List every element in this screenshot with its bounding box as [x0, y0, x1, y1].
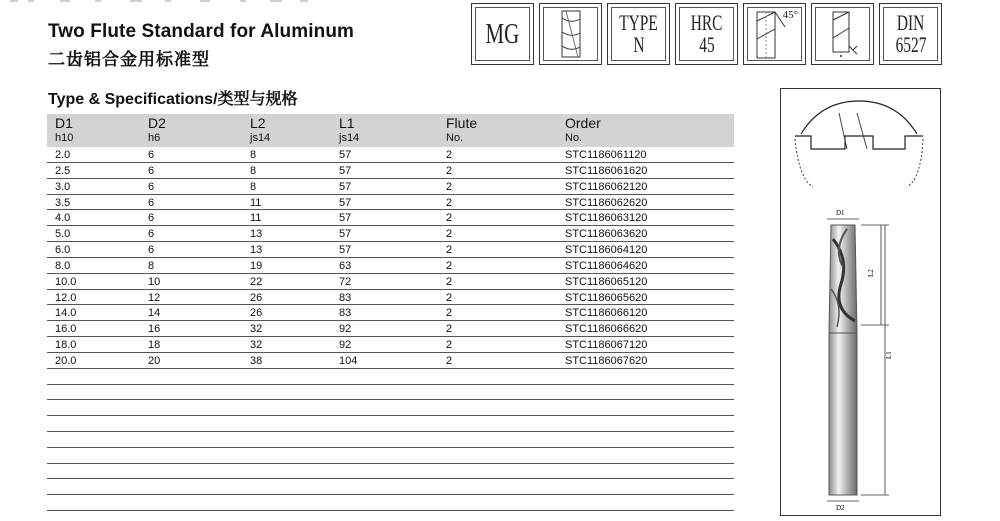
cell-order: STC1186061120 — [565, 149, 647, 161]
cell-d1: 2.0 — [55, 149, 71, 161]
cell-order: STC1186063120 — [565, 212, 648, 225]
table-row — [47, 163, 734, 179]
cell-l1: 63 — [339, 259, 352, 272]
cell-d2: 12 — [148, 291, 161, 304]
cell-l2: 26 — [250, 291, 263, 304]
cell-d1: 3.0 — [55, 180, 71, 193]
cell-l2: 13 — [250, 244, 263, 257]
d2-label: D2 — [836, 504, 845, 512]
cell-order: STC1186064120 — [565, 244, 648, 257]
cell-d2: 6 — [148, 180, 155, 193]
cell-flute: 2 — [446, 259, 453, 272]
cell-l2: 19 — [250, 259, 263, 272]
cell-d2: 14 — [148, 307, 161, 320]
cell-l1: 83 — [339, 307, 352, 320]
header-l2-tolerance: js14 — [250, 132, 271, 144]
l2-label: L2 — [867, 269, 875, 277]
cell-l2: 38 — [250, 354, 263, 367]
l1-label: L1 — [885, 351, 893, 359]
cell-l2: 11 — [250, 212, 262, 225]
empty-table-row — [47, 416, 734, 432]
cell-l2: 11 — [250, 196, 262, 209]
empty-table-row — [47, 448, 734, 464]
center-cutting-icon — [811, 3, 874, 65]
cross-section — [801, 101, 917, 134]
cell-flute: 2 — [446, 323, 453, 336]
table-row — [47, 195, 734, 211]
empty-table-row — [47, 369, 734, 385]
helix-angle-label: 45° — [782, 9, 798, 21]
cell-d2: 6 — [148, 212, 155, 225]
hrc-value: 45 — [698, 32, 715, 57]
cell-order: STC1186064620 — [565, 259, 648, 272]
header-order-tolerance: No. — [565, 132, 583, 144]
cell-d2: 18 — [148, 339, 161, 352]
cell-l2: 26 — [250, 307, 263, 320]
header-l1-label: L1 — [339, 115, 355, 131]
cell-d1: 18.0 — [55, 339, 77, 352]
cell-d2: 6 — [148, 149, 155, 161]
table-header — [47, 114, 734, 147]
cell-l1: 57 — [339, 212, 352, 225]
cell-order: STC1186067620 — [565, 354, 648, 367]
cell-order: STC1186065120 — [565, 275, 648, 288]
cell-l1: 57 — [339, 180, 352, 193]
cell-l2: 8 — [250, 149, 257, 161]
top-decorative-strip — [0, 0, 470, 3]
table-row — [47, 353, 734, 369]
empty-table-row — [47, 479, 734, 495]
type-value: N — [632, 32, 645, 57]
cell-d1: 3.5 — [55, 196, 71, 209]
table-row — [47, 290, 734, 306]
cell-d2: 6 — [148, 196, 155, 209]
cell-d1: 12.0 — [55, 291, 77, 304]
table-body — [47, 147, 734, 521]
mg-icon — [471, 3, 534, 65]
cell-flute: 2 — [446, 291, 453, 304]
empty-table-row — [47, 495, 734, 511]
table-row — [47, 305, 734, 321]
table-row — [47, 179, 734, 195]
d1-label: D1 — [836, 209, 845, 217]
table-row — [47, 242, 734, 258]
header-flute-label: Flute — [446, 115, 478, 131]
cell-flute: 2 — [446, 307, 453, 320]
tool-drawing — [780, 88, 941, 516]
header-l2-label: L2 — [250, 115, 266, 131]
header-d2-tolerance: h6 — [148, 132, 161, 144]
cell-d2: 6 — [148, 228, 155, 241]
header-d1-tolerance: h10 — [55, 132, 74, 144]
cell-l1: 104 — [339, 354, 358, 367]
cell-d1: 20.0 — [55, 354, 77, 367]
cell-flute: 2 — [446, 180, 453, 193]
cell-order: STC1186066620 — [565, 323, 648, 336]
header-d2-label: D2 — [148, 115, 166, 131]
empty-table-row — [47, 464, 734, 480]
cell-l1: 92 — [339, 339, 352, 352]
din-icon — [879, 3, 942, 65]
cell-flute: 2 — [446, 212, 453, 225]
cell-flute: 2 — [446, 244, 453, 257]
cell-d2: 6 — [148, 164, 155, 177]
table-row — [47, 274, 734, 290]
page-title-english: Two Flute Standard for Aluminum — [48, 21, 355, 42]
header-l1-tolerance: js14 — [339, 132, 360, 144]
cell-l2: 32 — [250, 339, 263, 352]
cell-l1: 57 — [339, 164, 352, 177]
cell-l1: 57 — [339, 244, 352, 257]
cell-l2: 32 — [250, 323, 263, 336]
cell-order: STC1186062120 — [565, 180, 648, 193]
hrc-icon — [675, 3, 738, 65]
cell-d2: 8 — [148, 259, 155, 272]
cell-flute: 2 — [446, 196, 453, 209]
type-n-icon — [607, 3, 670, 65]
helix-flute-icon — [539, 3, 602, 65]
din-label: DIN — [896, 10, 925, 35]
table-row — [47, 210, 734, 226]
table-row — [47, 147, 734, 163]
empty-table-row — [47, 385, 734, 401]
tool-shank — [829, 333, 857, 495]
cell-flute: 2 — [446, 149, 453, 161]
cell-l2: 22 — [250, 275, 263, 288]
cell-d2: 20 — [148, 354, 161, 367]
table-row — [47, 321, 734, 337]
header-flute-tolerance: No. — [446, 132, 464, 144]
page-title-chinese: 二齿铝合金用标准型 — [48, 50, 210, 69]
type-label: TYPE — [619, 10, 658, 35]
cell-l2: 8 — [250, 180, 257, 193]
mg-label: MG — [485, 17, 520, 50]
feature-icon-bar — [471, 3, 942, 65]
cell-d2: 16 — [148, 323, 161, 336]
din-value: 6527 — [895, 32, 926, 57]
section-title: Type & Specifications/类型与规格 — [48, 91, 298, 108]
cell-l1: 92 — [339, 323, 352, 336]
cell-d1: 10.0 — [55, 275, 77, 288]
cell-order: STC1186062620 — [565, 196, 648, 209]
cell-order: STC1186066120 — [565, 307, 648, 320]
header-d1-label: D1 — [55, 115, 73, 131]
cell-flute: 2 — [446, 339, 453, 352]
cell-d2: 6 — [148, 244, 155, 257]
cell-order: STC1186061620 — [565, 164, 648, 177]
cell-d1: 6.0 — [55, 244, 71, 257]
specification-table — [47, 114, 734, 521]
header-order-label: Order — [565, 115, 601, 131]
cell-l1: 57 — [339, 228, 352, 241]
cell-l1: 83 — [339, 291, 352, 304]
cell-flute: 2 — [446, 275, 453, 288]
empty-table-row — [47, 511, 734, 521]
cell-flute: 2 — [446, 164, 453, 177]
empty-table-row — [47, 432, 734, 448]
cell-d1: 5.0 — [55, 228, 71, 241]
cell-d1: 4.0 — [55, 212, 71, 225]
cell-l2: 13 — [250, 228, 263, 241]
cell-d1: 8.0 — [55, 259, 71, 272]
cell-order: STC1186067120 — [565, 339, 648, 352]
table-row — [47, 337, 734, 353]
hrc-label: HRC — [690, 10, 723, 35]
cell-d2: 10 — [148, 275, 161, 288]
helix-angle-icon — [743, 3, 806, 65]
cell-l1: 72 — [339, 275, 352, 288]
table-row — [47, 226, 734, 242]
cell-order: STC1186063620 — [565, 228, 648, 241]
cell-flute: 2 — [446, 354, 453, 367]
cell-d1: 14.0 — [55, 307, 77, 320]
cell-flute: 2 — [446, 228, 453, 241]
cell-d1: 2.5 — [55, 164, 71, 177]
cell-d1: 16.0 — [55, 323, 77, 336]
empty-table-row — [47, 400, 734, 416]
cell-l2: 8 — [250, 164, 257, 177]
cell-order: STC1186065620 — [565, 291, 648, 304]
cell-l1: 57 — [339, 149, 352, 161]
cell-l1: 57 — [339, 196, 352, 209]
table-row — [47, 258, 734, 274]
